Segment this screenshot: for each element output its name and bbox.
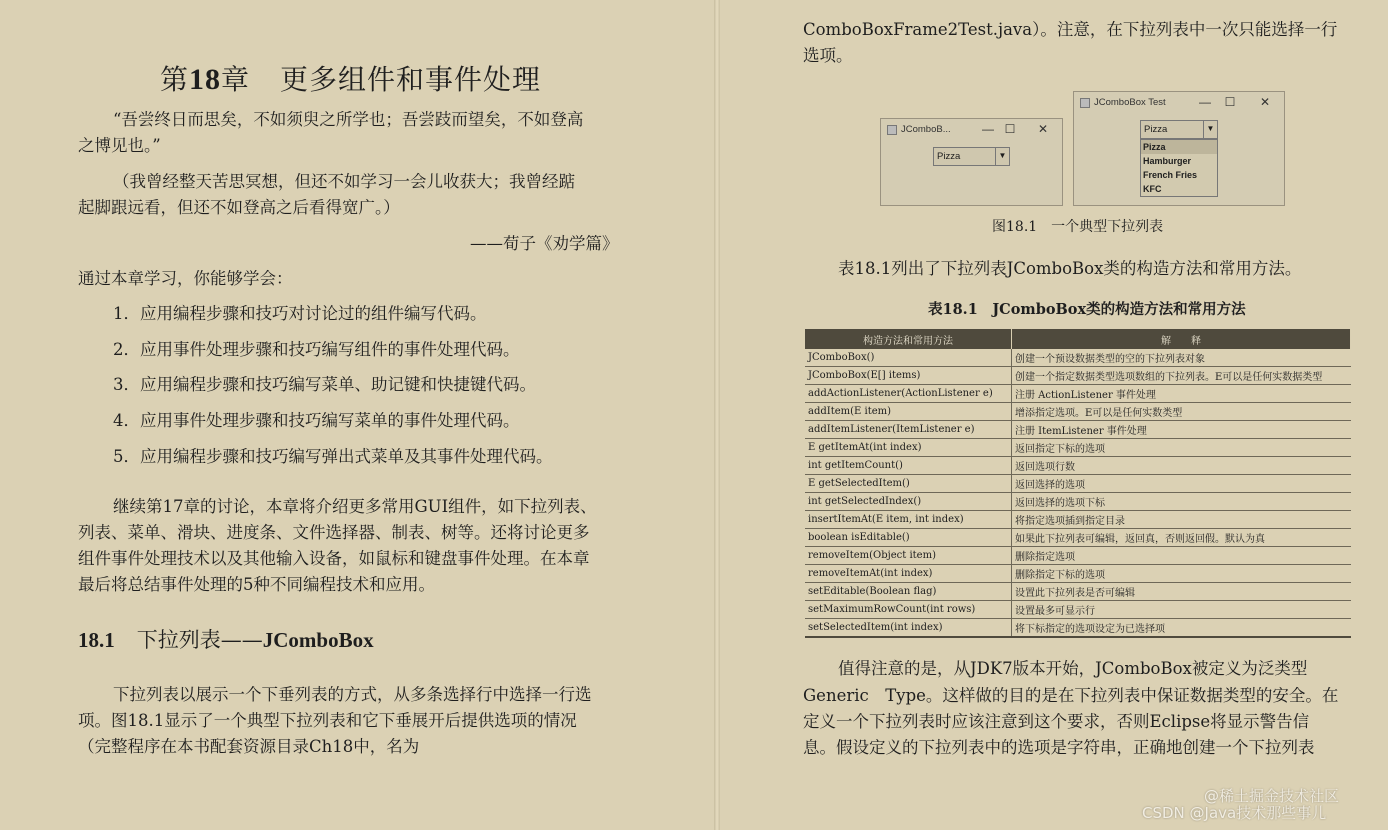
- method-cell: addItemListener(ItemListener e): [805, 421, 1012, 439]
- food-combobox[interactable]: [1140, 120, 1218, 139]
- maximize-icon[interactable]: ☐: [1224, 95, 1236, 109]
- description-cell: 删除指定选项: [1012, 547, 1351, 565]
- method-cell: insertItemAt(E item, int index): [805, 511, 1012, 529]
- table-row: [805, 457, 1351, 475]
- objectives-intro: 通过本章学习，你能够学会：: [78, 269, 293, 288]
- description-cell: 设置此下拉列表是否可编辑: [1012, 583, 1351, 601]
- objective-item: 3．应用编程步骤和技巧编写菜单、助记键和快捷键代码。: [113, 375, 536, 394]
- section-body-line: 项。图18.1显示了一个典型下拉列表和它下垂展开后提供选项的情况: [78, 711, 577, 730]
- table-header: 解 释: [1012, 329, 1351, 349]
- method-cell: setMaximumRowCount(int rows): [805, 601, 1012, 619]
- chevron-down-icon[interactable]: ▼: [1203, 121, 1217, 138]
- method-cell: removeItem(Object item): [805, 547, 1012, 565]
- overview-line: 继续第17章的讨论，本章将介绍更多常用GUI组件，如下拉列表、: [113, 497, 597, 516]
- quote-attribution: ——荀子《劝学篇》: [470, 234, 619, 253]
- body-line: 选项。: [803, 46, 853, 65]
- description-cell: 将指定选项插到指定目录: [1012, 511, 1351, 529]
- method-cell: setSelectedItem(int index): [805, 619, 1012, 638]
- table-header-row: [805, 329, 1351, 349]
- method-cell: boolean isEditable(): [805, 529, 1012, 547]
- quote-line: “吾尝终日而思矣，不如须臾之所学也；吾尝跂而望矣，不如登高: [113, 110, 584, 129]
- table-row: [805, 439, 1351, 457]
- table-row: [805, 385, 1351, 403]
- food-combobox[interactable]: [933, 147, 1010, 166]
- dropdown-option[interactable]: Hamburger: [1143, 156, 1192, 166]
- description-cell: 增添指定选项。E可以是任何实数类型: [1012, 403, 1351, 421]
- chapter-num-suffix: 章: [221, 63, 251, 96]
- description-cell: 设置最多可显示行: [1012, 601, 1351, 619]
- description-cell: 返回选择的选项: [1012, 475, 1351, 493]
- dropdown-option[interactable]: Pizza: [1141, 140, 1217, 154]
- objective-item: 2．应用事件处理步骤和技巧编写组件的事件处理代码。: [113, 340, 520, 359]
- method-cell: addActionListener(ActionListener e): [805, 385, 1012, 403]
- method-cell: E getItemAt(int index): [805, 439, 1012, 457]
- objective-item: 5．应用编程步骤和技巧编写弹出式菜单及其事件处理代码。: [113, 447, 553, 466]
- watermark-juejin: @稀土掘金技术社区: [1204, 787, 1340, 805]
- section-body-line: 下拉列表以展示一个下垂列表的方式，从多条选择行中选择一行选: [113, 685, 592, 704]
- section-title-cn: 下拉列表——: [136, 628, 263, 652]
- table-row: [805, 601, 1351, 619]
- description-cell: 如果此下拉列表可编辑，返回真，否则返回假。默认为真: [1012, 529, 1351, 547]
- table-row: [805, 565, 1351, 583]
- objective-item: 1．应用编程步骤和技巧对讨论过的组件编写代码。: [113, 304, 487, 323]
- window-title: JComboBox Test: [1094, 97, 1166, 108]
- method-cell: JComboBox(): [805, 349, 1012, 367]
- objective-item: 4．应用事件处理步骤和技巧编写菜单的事件处理代码。: [113, 411, 520, 430]
- dropdown-option[interactable]: French Fries: [1143, 170, 1198, 180]
- table-row: [805, 547, 1351, 565]
- maximize-icon[interactable]: ☐: [1004, 122, 1016, 136]
- section-heading: [78, 624, 374, 654]
- section-number: 18.1: [78, 628, 115, 652]
- method-cell: setEditable(Boolean flag): [805, 583, 1012, 601]
- description-cell: 返回选择的选项下标: [1012, 493, 1351, 511]
- description-cell: 注册 ActionListener 事件处理: [1012, 385, 1351, 403]
- body-line: 定义一个下拉列表时应该注意到这个要求，否则Eclipse将显示警告信: [803, 712, 1310, 731]
- java-app-icon: [1080, 98, 1090, 108]
- translation-line: （我曾经整天苦思冥想，但还不如学习一会儿收获大；我曾经踮: [113, 172, 575, 191]
- overview-line: 组件事件处理技术以及其他输入设备，如鼠标和键盘事件处理。在本章: [78, 549, 590, 568]
- table-row: [805, 349, 1351, 367]
- description-cell: 注册 ItemListener 事件处理: [1012, 421, 1351, 439]
- table-row: [805, 511, 1351, 529]
- chapter-number: 18: [189, 63, 222, 96]
- body-line: 值得注意的是，从JDK7版本开始，JComboBox被定义为泛类型: [838, 659, 1308, 678]
- jcombobox-window-expanded: [1073, 91, 1285, 206]
- method-cell: int getItemCount(): [805, 457, 1012, 475]
- method-cell: JComboBox(E[] items): [805, 367, 1012, 385]
- description-cell: 创建一个预设数据类型的空的下拉列表对象: [1012, 349, 1351, 367]
- table-row: [805, 403, 1351, 421]
- section-body-line: （完整程序在本书配套资源目录Ch18中，名为: [78, 737, 420, 756]
- table-row: [805, 619, 1351, 638]
- overview-line: 列表、菜单、滑块、进度条、文件选择器、制表、树等。还将讨论更多: [78, 523, 590, 542]
- method-table: [805, 329, 1351, 638]
- table-header: 构造方法和常用方法: [805, 329, 1012, 349]
- method-cell: int getSelectedIndex(): [805, 493, 1012, 511]
- section-title-en: JComboBox: [262, 628, 374, 652]
- chapter-title: [160, 58, 541, 98]
- table-row: [805, 475, 1351, 493]
- close-icon[interactable]: ✕: [1259, 95, 1271, 109]
- table-row: [805, 421, 1351, 439]
- watermark-csdn: CSDN @Java技术那些事儿: [1142, 804, 1327, 822]
- table-caption: 表18.1 JComboBox类的构造方法和常用方法: [928, 301, 1246, 318]
- body-line: ComboBoxFrame2Test.java）。注意，在下拉列表中一次只能选择一行: [803, 20, 1338, 39]
- method-cell: E getSelectedItem(): [805, 475, 1012, 493]
- window-title: JComboB...: [901, 124, 951, 135]
- combobox-value: Pizza: [937, 151, 961, 162]
- minimize-icon[interactable]: —: [982, 122, 994, 136]
- jcombobox-window-collapsed: [880, 118, 1063, 206]
- table-intro: 表18.1列出了下拉列表JComboBox类的构造方法和常用方法。: [838, 259, 1302, 278]
- table-row: [805, 367, 1351, 385]
- chapter-title-text: 更多组件和事件处理: [280, 63, 542, 96]
- chapter-num-prefix: 第: [160, 63, 190, 96]
- description-cell: 删除指定下标的选项: [1012, 565, 1351, 583]
- combobox-value: Pizza: [1144, 124, 1168, 135]
- window-titlebar: [1074, 92, 1284, 114]
- table-row: [805, 583, 1351, 601]
- table-row: [805, 493, 1351, 511]
- dropdown-option[interactable]: KFC: [1143, 184, 1162, 194]
- method-cell: addItem(E item): [805, 403, 1012, 421]
- body-line: 息。假设定义的下拉列表中的选项是字符串，正确地创建一个下拉列表: [803, 738, 1315, 757]
- description-cell: 创建一个指定数据类型选项数组的下拉列表。E可以是任何实数据类型: [1012, 367, 1351, 385]
- minimize-icon[interactable]: —: [1199, 95, 1211, 109]
- description-cell: 返回指定下标的选项: [1012, 439, 1351, 457]
- description-cell: 将下标指定的选项设定为已选择项: [1012, 619, 1351, 638]
- translation-line: 起脚跟远看，但还不如登高之后看得宽广。）: [78, 198, 400, 217]
- chevron-down-icon[interactable]: ▼: [995, 148, 1009, 165]
- body-line: Generic Type。这样做的目的是在下拉列表中保证数据类型的安全。在: [803, 686, 1339, 705]
- combobox-dropdown-list: [1140, 139, 1218, 197]
- overview-line: 最后将总结事件处理的5种不同编程技术和应用。: [78, 575, 435, 594]
- figure-caption: 图18.1 一个典型下拉列表: [992, 219, 1164, 235]
- java-app-icon: [887, 125, 897, 135]
- table-row: [805, 529, 1351, 547]
- method-cell: removeItemAt(int index): [805, 565, 1012, 583]
- window-titlebar: [881, 119, 1062, 141]
- close-icon[interactable]: ✕: [1037, 122, 1049, 136]
- quote-line: 之博见也。”: [78, 136, 161, 155]
- description-cell: 返回选项行数: [1012, 457, 1351, 475]
